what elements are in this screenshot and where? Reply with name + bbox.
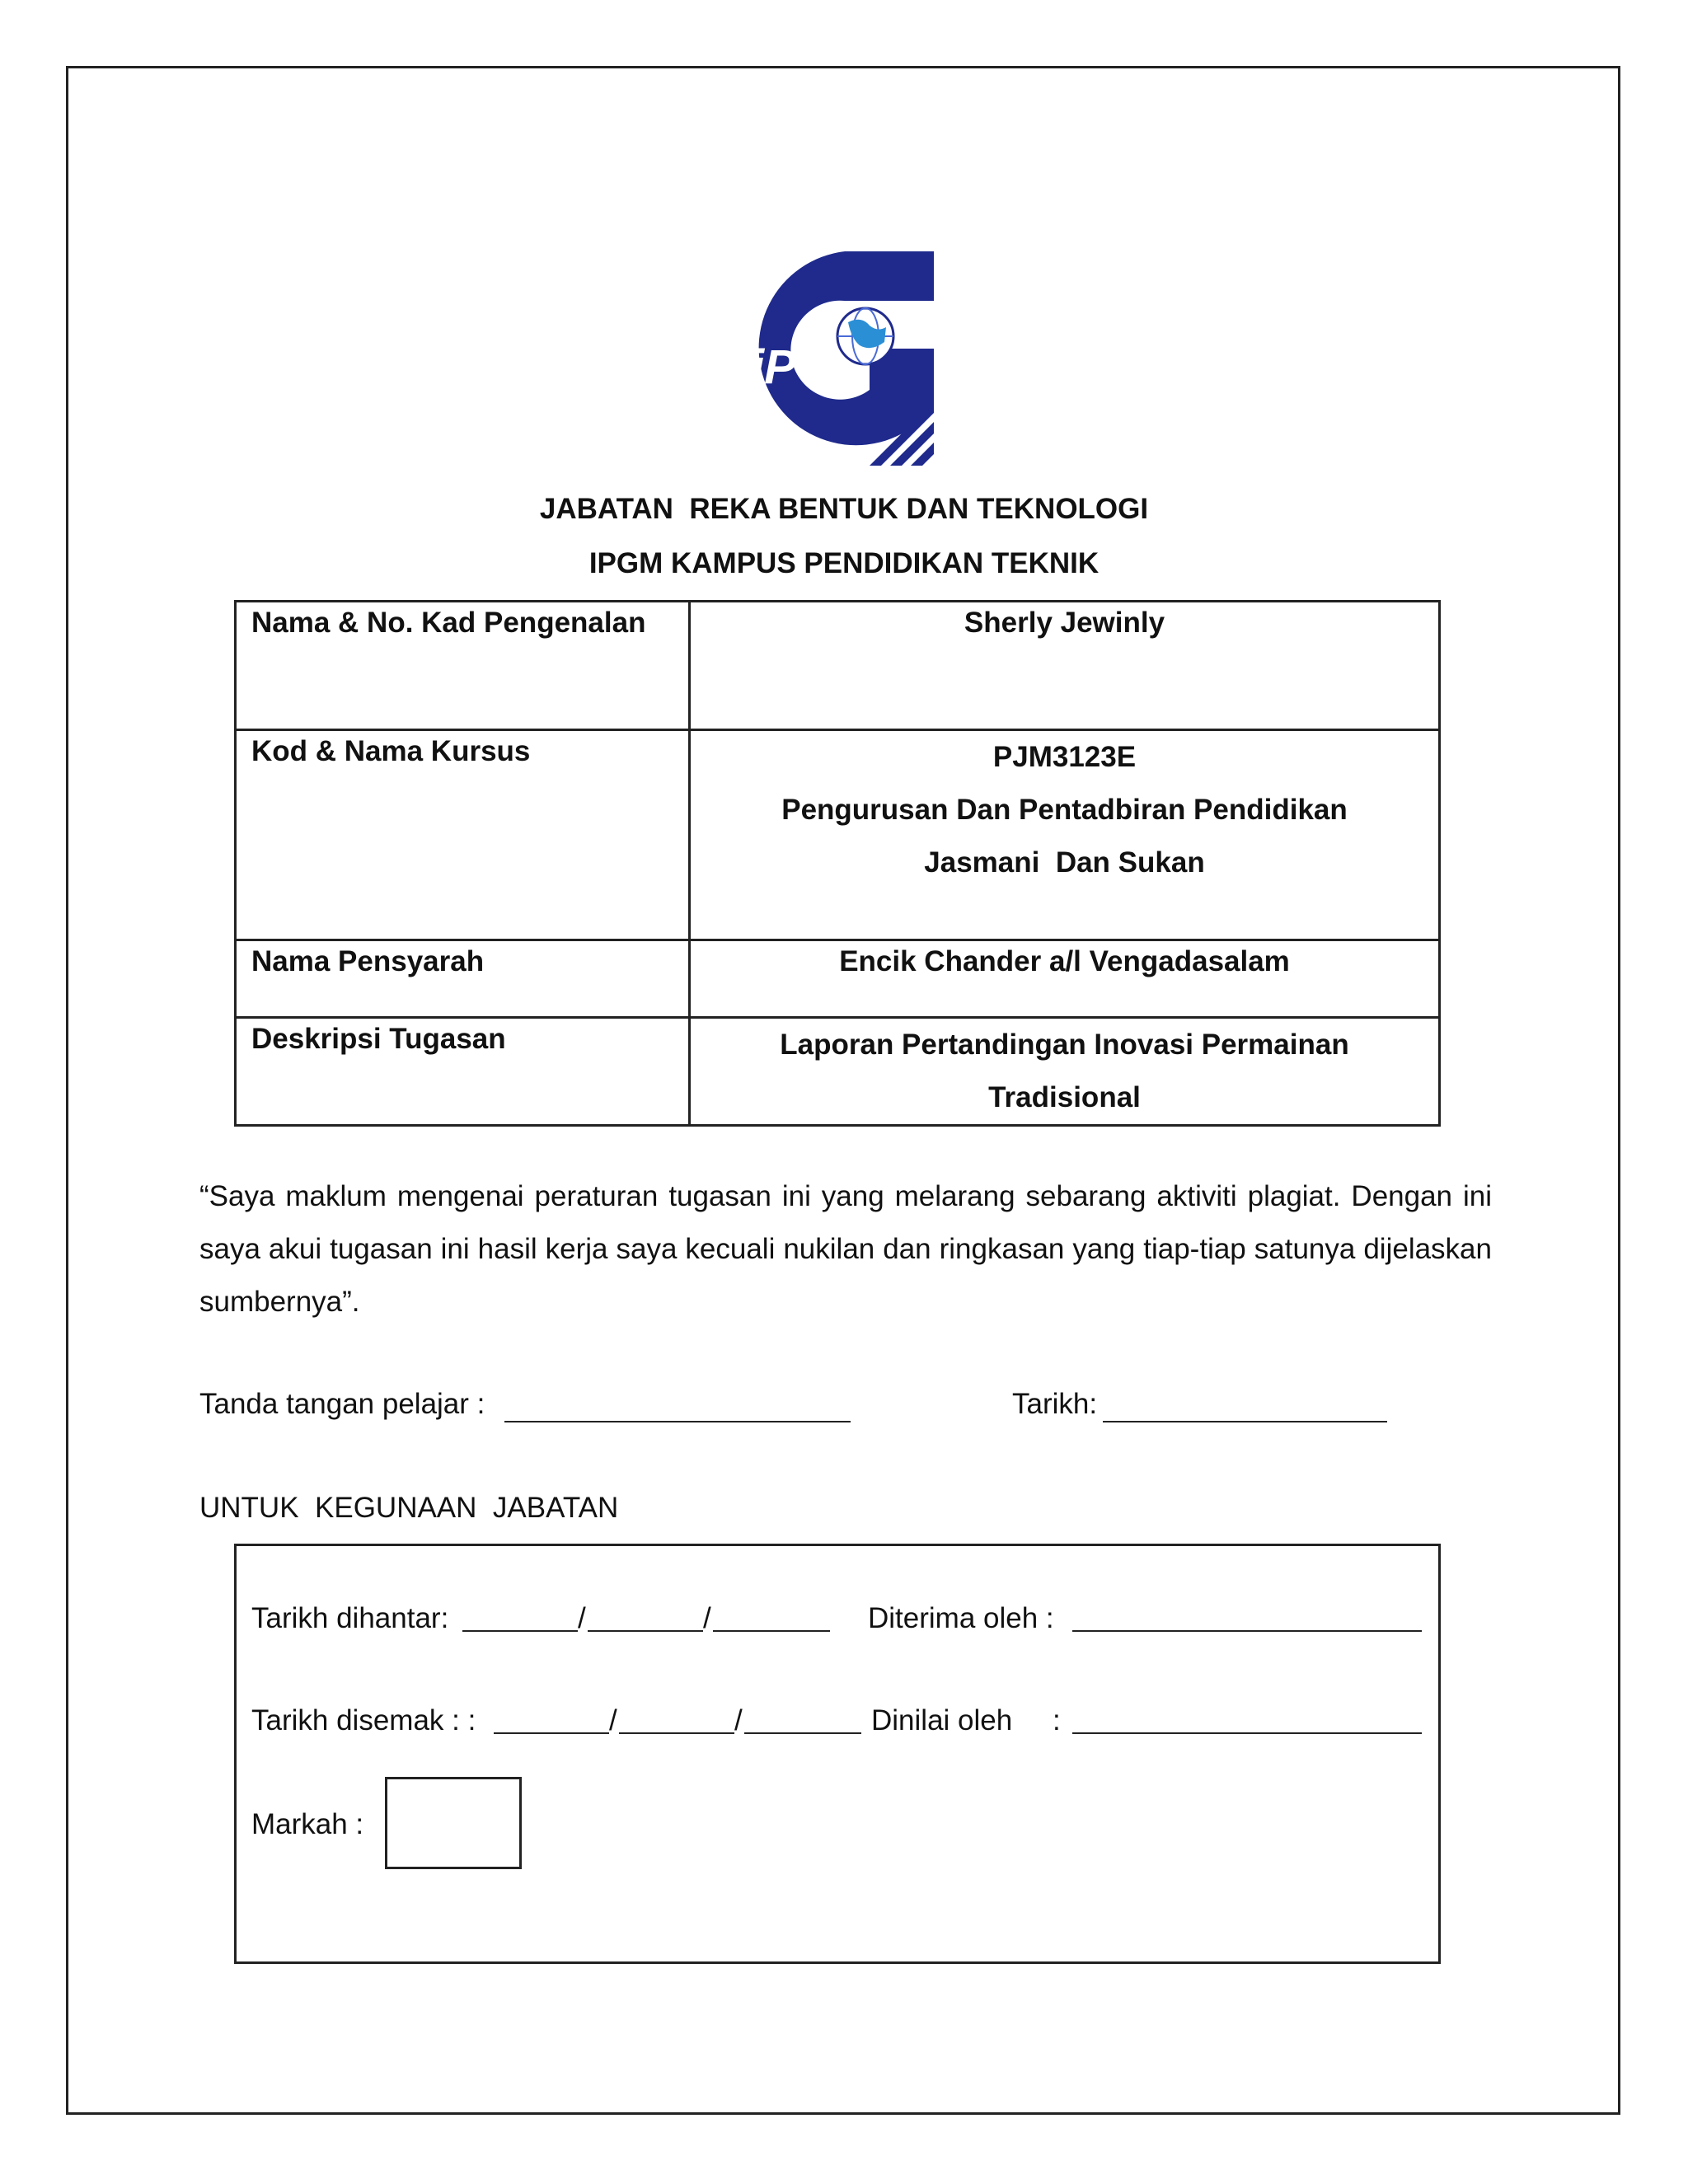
student-signature-label: Tanda tangan pelajar : — [199, 1388, 485, 1420]
checked-date-label: Tarikh disemak : : — [251, 1704, 476, 1736]
graded-by-field[interactable] — [1072, 1708, 1422, 1734]
logo-text: iPG — [751, 340, 833, 394]
date-separator: / — [734, 1704, 743, 1736]
checked-year-field[interactable] — [744, 1708, 861, 1734]
graded-by-colon: : — [1053, 1704, 1061, 1736]
graded-by-label: Dinilai oleh — [871, 1704, 1013, 1736]
department-use-box — [234, 1544, 1441, 1964]
student-name: Sherly Jewinly — [964, 607, 1165, 639]
plagiarism-declaration: “Saya maklum mengenai peraturan tugasan ini yang melarang sebarang aktiviti plagiat. Dengan ini saya akui tugasan ini hasil kerja saya kecuali nukilan dan ringkasan yang tiap-tiap satunya dijelaskan sumbernya”. — [199, 1180, 1492, 1318]
course-label: Kod & Nama Kursus — [236, 730, 690, 940]
student-value — [690, 602, 1440, 730]
date-separator: / — [578, 1602, 586, 1634]
date-label: Tarikh: — [1012, 1388, 1098, 1420]
date-separator: / — [609, 1704, 617, 1736]
task-value — [690, 1018, 1440, 1126]
course-code: PJM3123E — [992, 741, 1137, 773]
lecturer-name: Encik Chander a/l Vengadasalam — [839, 945, 1290, 977]
checked-day-field[interactable] — [494, 1708, 609, 1734]
table-row — [236, 940, 1440, 1018]
course-value — [690, 730, 1440, 940]
task-line2: Tradisional — [988, 1081, 1141, 1113]
date-field[interactable] — [1103, 1394, 1387, 1422]
marks-label: Markah : — [251, 1808, 364, 1840]
campus-heading: IPGM KAMPUS PENDIDIKAN TEKNIK — [588, 547, 1100, 579]
submitted-month-field[interactable] — [588, 1605, 703, 1632]
received-by-field[interactable] — [1072, 1605, 1422, 1632]
course-name-line1: Pengurusan Dan Pentadbiran Pendidikan — [781, 794, 1348, 826]
submitted-year-field[interactable] — [713, 1605, 830, 1632]
lecturer-label: Nama Pensyarah — [236, 940, 690, 1018]
marks-field[interactable] — [385, 1777, 522, 1869]
task-line1: Laporan Pertandingan Inovasi Permainan — [780, 1029, 1349, 1061]
date-separator: / — [703, 1602, 711, 1634]
received-by-label: Diterima oleh : — [868, 1602, 1054, 1634]
course-name-line2: Jasmani Dan Sukan — [924, 846, 1205, 879]
student-signature-field[interactable] — [504, 1394, 851, 1422]
department-heading: JABATAN REKA BENTUK DAN TEKNOLOGI — [539, 493, 1149, 525]
table-row — [236, 602, 1440, 730]
lecturer-value — [690, 940, 1440, 1018]
table-row — [236, 730, 1440, 940]
task-label: Deskripsi Tugasan — [236, 1018, 690, 1126]
checked-month-field[interactable] — [619, 1708, 734, 1734]
submitted-date-label: Tarikh dihantar: — [251, 1602, 449, 1634]
department-use-title: UNTUK KEGUNAAN JABATAN — [199, 1492, 619, 1524]
assignment-info-table — [234, 600, 1441, 1127]
ipg-logo — [746, 250, 935, 466]
submitted-day-field[interactable] — [462, 1605, 578, 1632]
table-row — [236, 1018, 1440, 1126]
student-label: Nama & No. Kad Pengenalan — [236, 602, 690, 730]
